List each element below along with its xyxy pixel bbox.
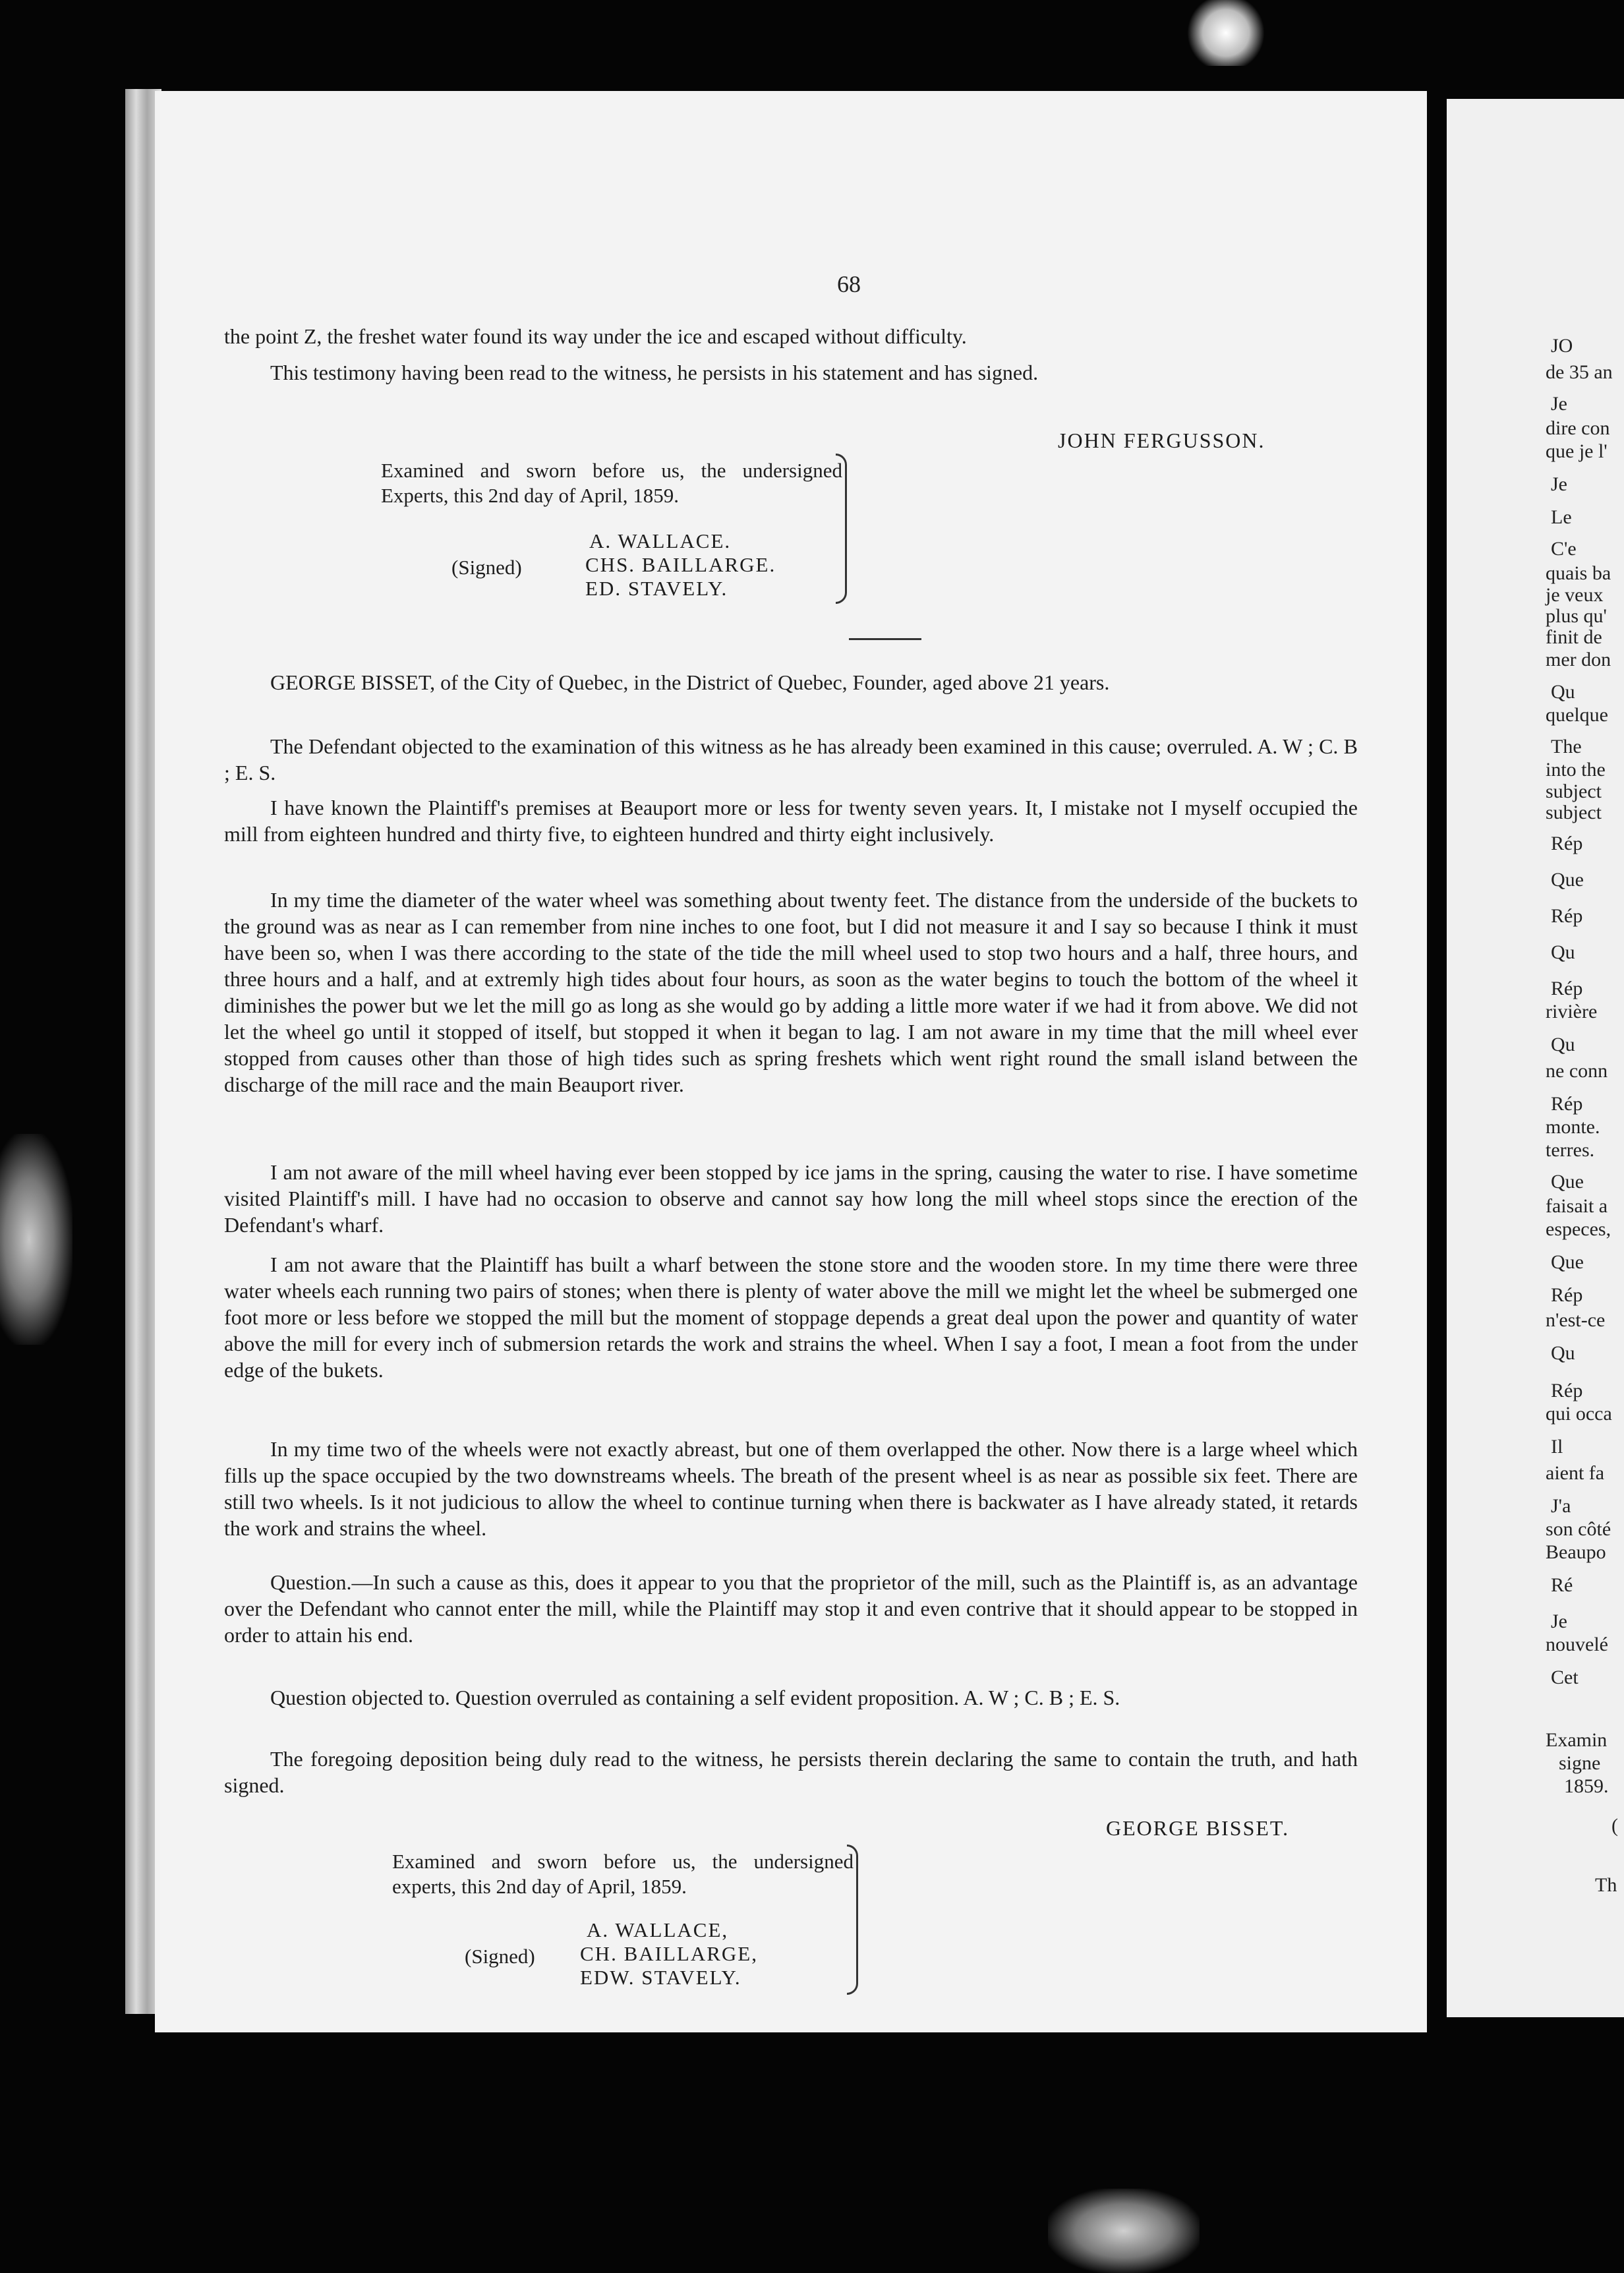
jurat-2-text: Examined and sworn before us, the undersigned experts, this 2nd day of April, 1859. [392, 1850, 854, 1898]
facing-page-text: Ré [1551, 1574, 1573, 1596]
facing-page-text: nouvelé [1546, 1634, 1608, 1655]
page-number: 68 [837, 271, 861, 297]
paragraph-4: The Defendant objected to the examination of this witness as he has already been examined in this cause; overruled. A. W ; C. B ; E. S. [224, 734, 1358, 784]
expert-name: EDW. STAVELY. [580, 1966, 741, 1989]
jurat-2-names [580, 1918, 758, 1990]
signature-bisset: GEORGE BISSET. [1106, 1816, 1290, 1840]
facing-page-text: quelque [1546, 704, 1608, 726]
facing-page-text: Cet [1551, 1667, 1579, 1688]
facing-page-text: especes, [1546, 1218, 1611, 1240]
facing-page-text: signe [1559, 1752, 1601, 1774]
facing-page-text: JO [1551, 335, 1573, 357]
facing-page-text: Le [1551, 506, 1572, 528]
facing-page-text: into the [1546, 759, 1606, 781]
jurat-1-names [585, 529, 776, 601]
facing-page-text: faisait a [1546, 1195, 1608, 1217]
facing-page-text: Th [1595, 1874, 1617, 1896]
jurat-2 [392, 1849, 854, 1899]
facing-page-text: monte. [1546, 1116, 1600, 1138]
paragraph-10: Question.—In such a cause as this, does it appear to you that the proprietor of the mill, such as the Plaintiff is, as an advantage over the Defendant who cannot enter the mill, while the Plaintiff may stop it and even contrive that it should appear to be stopped in order to attain his end. [224, 1570, 1358, 1647]
facing-page-text: Je [1551, 1610, 1567, 1632]
facing-page-text: 1859. [1564, 1775, 1609, 1797]
facing-page-text: Qu [1551, 941, 1575, 963]
facing-page-text: Qu [1551, 1342, 1575, 1364]
paragraph-11: Question objected to. Question overruled as containing a self evident proposition. A. W ; C. B ; E. S. [270, 1686, 1120, 1709]
facing-page-text: rivière [1546, 1001, 1598, 1022]
facing-page-text: Que [1551, 869, 1584, 891]
signature-ferguson: JOHN FERGUSSON. [1058, 428, 1265, 452]
jurat-2-brace [847, 1845, 858, 1995]
facing-page-text: Rép [1551, 1093, 1583, 1115]
facing-page-text: Je [1551, 393, 1567, 415]
paragraph-3: GEORGE BISSET, of the City of Quebec, in the District of Quebec, Founder, aged above 21 years. [270, 670, 1110, 694]
expert-name: A. WALLACE, [587, 1918, 729, 1941]
jurat-1-signed-label: (Signed) [451, 556, 522, 579]
facing-page-text: C'e [1551, 538, 1577, 560]
facing-page-text: Rép [1551, 978, 1583, 999]
page-blemish [0, 1134, 72, 1345]
facing-page-text: Beaupo [1546, 1541, 1606, 1563]
light-glare [1186, 0, 1265, 66]
facing-page-text: de 35 an [1546, 361, 1613, 383]
facing-page-text: J'a [1551, 1495, 1571, 1517]
facing-page-text: Qu [1551, 681, 1575, 703]
section-divider [849, 638, 921, 640]
expert-name: A. WALLACE. [589, 529, 732, 552]
paragraph-6: In my time the diameter of the water wheel was something about twenty feet. The distance from the underside of the buckets to the ground was as near as I can remember from nine inches to one foot, but I did not measure it and I say so because I think it must have been so, when I was there according to the state of the tide the mill wheel used to stop two hours and a half, three hours, and three hours and a half, and at extremly high tides about four hours, as soon as the water begins to touch the bottom of the wheel it diminishes the power but we let the mill go as long as she would go by adding a little more water if we had it from above. We did not let the wheel go until it stopped of itself, but stopped it when it began to lag. I am not aware in my time that the mill wheel ever stopped from causes other than those of high tides such as spring freshets which went right round the small island between the discharge of the mill race and the main Beauport river. [224, 888, 1358, 1096]
jurat-1 [381, 458, 842, 508]
expert-name: CH. BAILLARGE, [580, 1942, 758, 1965]
facing-page-text: terres. [1546, 1139, 1595, 1161]
facing-page-text: quais ba [1546, 562, 1611, 584]
facing-page-text: Que [1551, 1171, 1584, 1193]
expert-name: ED. STAVELY. [585, 577, 728, 600]
facing-page-text: subject [1546, 802, 1602, 823]
jurat-2-signed-label: (Signed) [465, 1945, 535, 1968]
facing-page-text: Rép [1551, 905, 1583, 927]
facing-page-text: ne conn [1546, 1060, 1608, 1082]
facing-page-text: finit de [1546, 626, 1602, 648]
facing-page-text: qui occa [1546, 1403, 1612, 1425]
facing-page-text: aient fa [1546, 1462, 1605, 1484]
paragraph-1: the point Z, the freshet water found its way under the ice and escaped without difficulty. [224, 324, 967, 348]
facing-page-text: Je [1551, 473, 1567, 495]
facing-page-text: dire con [1546, 417, 1610, 439]
paragraph-8: I am not aware that the Plaintiff has built a wharf between the stone store and the wooden store. In my time there were three water wheels each running two pairs of stones; when there is plenty of water above the mill we might let the wheel be submerged one foot more or less before we stopped the mill but the moment of stoppage depends a great deal upon the power and quantity of water above the mill for every inch of submersion retards the work and strains the wheel. When I say a foot, I mean a foot from the under edge of the bukets. [224, 1253, 1358, 1382]
facing-page-text: que je l' [1546, 440, 1608, 462]
page-blemish [1048, 2189, 1200, 2273]
jurat-1-brace [836, 454, 847, 604]
facing-page-text: Rép [1551, 833, 1583, 854]
jurat-1-text: Examined and sworn before us, the undersigned Experts, this 2nd day of April, 1859. [381, 459, 842, 507]
facing-page-text: Rép [1551, 1380, 1583, 1402]
facing-page-text: Il [1551, 1436, 1563, 1458]
paragraph-5: I have known the Plaintiff's premises at Beauport more or less for twenty seven years. It, I mistake not I myself occupied the mill from eighteen hundred and thirty five, to eighteen hundred and thirty eight inclusively. [224, 796, 1358, 846]
paragraph-9: In my time two of the wheels were not exactly abreast, but one of them overlapped the other. Now there is a large wheel which fills up the space occupied by the two downstreams wheels. The breath of the present wheel is as near as possible six feet. There are still two wheels. Is it not judicious to allow the wheel to continue turning when there is backwater as I have already stated, it retards the work and strains the wheel. [224, 1437, 1358, 1540]
facing-page-text: Que [1551, 1251, 1584, 1273]
facing-page-text: Examin [1546, 1729, 1608, 1751]
facing-page-edge [1447, 99, 1624, 2017]
facing-page-text: n'est-ce [1546, 1309, 1606, 1331]
facing-page-text: Qu [1551, 1034, 1575, 1055]
expert-name: CHS. BAILLARGE. [585, 553, 776, 576]
facing-page-text: Rép [1551, 1284, 1583, 1306]
paragraph-2: This testimony having been read to the witness, he persists in his statement and has signed. [270, 361, 1039, 384]
paragraph-7: I am not aware of the mill wheel having ever been stopped by ice jams in the spring, causing the water to rise. I have sometime visited Plaintiff's mill. I have had no occasion to observe and cannot say how long the mill wheel stops since the erection of the Defendant's wharf. [224, 1160, 1358, 1237]
facing-page-text: subject [1546, 781, 1602, 802]
facing-page-text: je veux [1546, 584, 1604, 606]
paragraph-12: The foregoing deposition being duly read to the witness, he persists therein declaring the same to contain the truth, and hath signed. [224, 1747, 1358, 1797]
facing-page-text: plus qu' [1546, 605, 1607, 627]
facing-page-text: The [1551, 736, 1582, 757]
facing-page-text: mer don [1546, 649, 1611, 670]
facing-page-text: ( [1611, 1815, 1618, 1837]
facing-page-text: son côté [1546, 1518, 1611, 1540]
